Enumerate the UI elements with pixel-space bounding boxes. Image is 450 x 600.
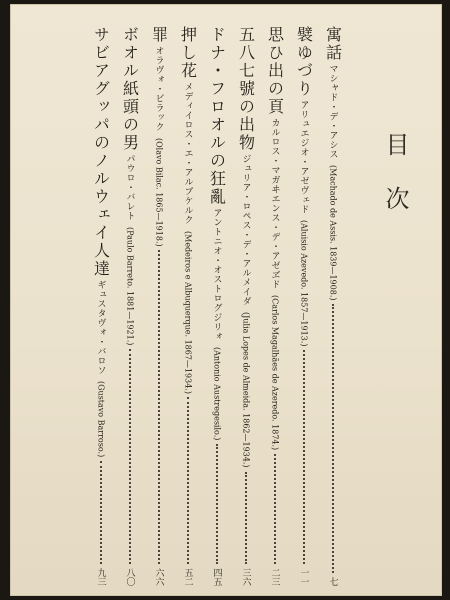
author-dates: (Carlos Magalhães de Azeredo. 1874.) — [270, 295, 280, 451]
toc-entry — [90, 26, 112, 586]
author-name: ジュリア・ロペス・デ・アルメイダ — [240, 154, 251, 306]
dot-leader — [158, 250, 160, 564]
author-dates: (Aluisio Azevedo. 1857—1913.) — [299, 220, 309, 347]
toc-entry — [235, 26, 257, 586]
toc-entry — [119, 26, 141, 586]
dot-leader — [129, 349, 131, 564]
author-dates: (Olavo Bilac. 1865—1918.) — [154, 137, 164, 247]
author-name: マシャド・デ・アシス — [327, 64, 338, 159]
toc-entry — [177, 26, 199, 586]
dot-leader — [303, 350, 305, 564]
page-number: 五二 — [182, 568, 193, 586]
dot-leader — [100, 461, 102, 564]
story-title: 押し花 — [178, 26, 198, 80]
story-title: ドナ・フロオルの狂亂 — [207, 26, 227, 206]
author-dates: (Machado de Assis. 1839—1908.) — [328, 165, 338, 301]
story-title: 襞ゆづり — [294, 26, 314, 98]
story-title: 寓話 — [323, 26, 343, 62]
page-number: 七 — [327, 577, 338, 586]
story-title: サビアグッパのノルウェイ人達 — [91, 26, 111, 278]
dot-leader — [216, 444, 218, 564]
page-number: 二三 — [269, 568, 280, 586]
book-page — [10, 4, 442, 596]
toc-heading: 目次 — [381, 132, 409, 240]
story-title: 思ひ出の頁 — [265, 26, 285, 116]
author-name: アントニオ・オストログジリォ — [211, 208, 222, 341]
toc-entry — [206, 26, 228, 586]
page-number: 三六 — [240, 568, 251, 586]
page-number: 四五 — [211, 568, 222, 586]
toc-entry — [293, 26, 315, 586]
page-number: 八〇 — [124, 568, 135, 586]
author-name: ギュスタヴォ・バロソ — [95, 280, 106, 375]
dot-leader — [332, 304, 334, 573]
author-name: オラヴォ・ビラック — [153, 46, 164, 132]
dot-leader — [187, 397, 189, 564]
story-title: 五八七號の出物 — [236, 26, 256, 152]
page-number: 九三 — [95, 568, 106, 586]
story-title: 罪 — [149, 26, 169, 44]
page-number: 六六 — [153, 568, 164, 586]
page-number: 一一 — [298, 568, 309, 586]
toc-entry — [264, 26, 286, 586]
author-dates: (Gustavo Barroso.) — [96, 381, 106, 458]
author-name: アリュエジオ・アゼヴェド — [298, 100, 309, 214]
author-dates: (Antonio Austregesilo.) — [212, 347, 222, 441]
toc-entry — [322, 26, 344, 586]
author-dates: (Paulo Barreto. 1881—1921.) — [125, 226, 135, 345]
author-name: メディイロス・エ・アルブケルク — [182, 82, 193, 225]
author-dates: (Medeiros e Albuquerque. 1867—1934.) — [183, 230, 193, 394]
toc-entry — [148, 26, 170, 586]
dot-leader — [274, 454, 276, 564]
dot-leader — [245, 472, 247, 564]
story-title: ボオル紙頭の男 — [120, 26, 140, 152]
author-name: カルロス・マガヰエンス・デ・アゼヹド — [269, 118, 280, 289]
author-dates: (Julia Lopes de Almeida. 1862—1934.) — [241, 312, 251, 468]
author-name: パウロ・バレト — [124, 154, 135, 221]
